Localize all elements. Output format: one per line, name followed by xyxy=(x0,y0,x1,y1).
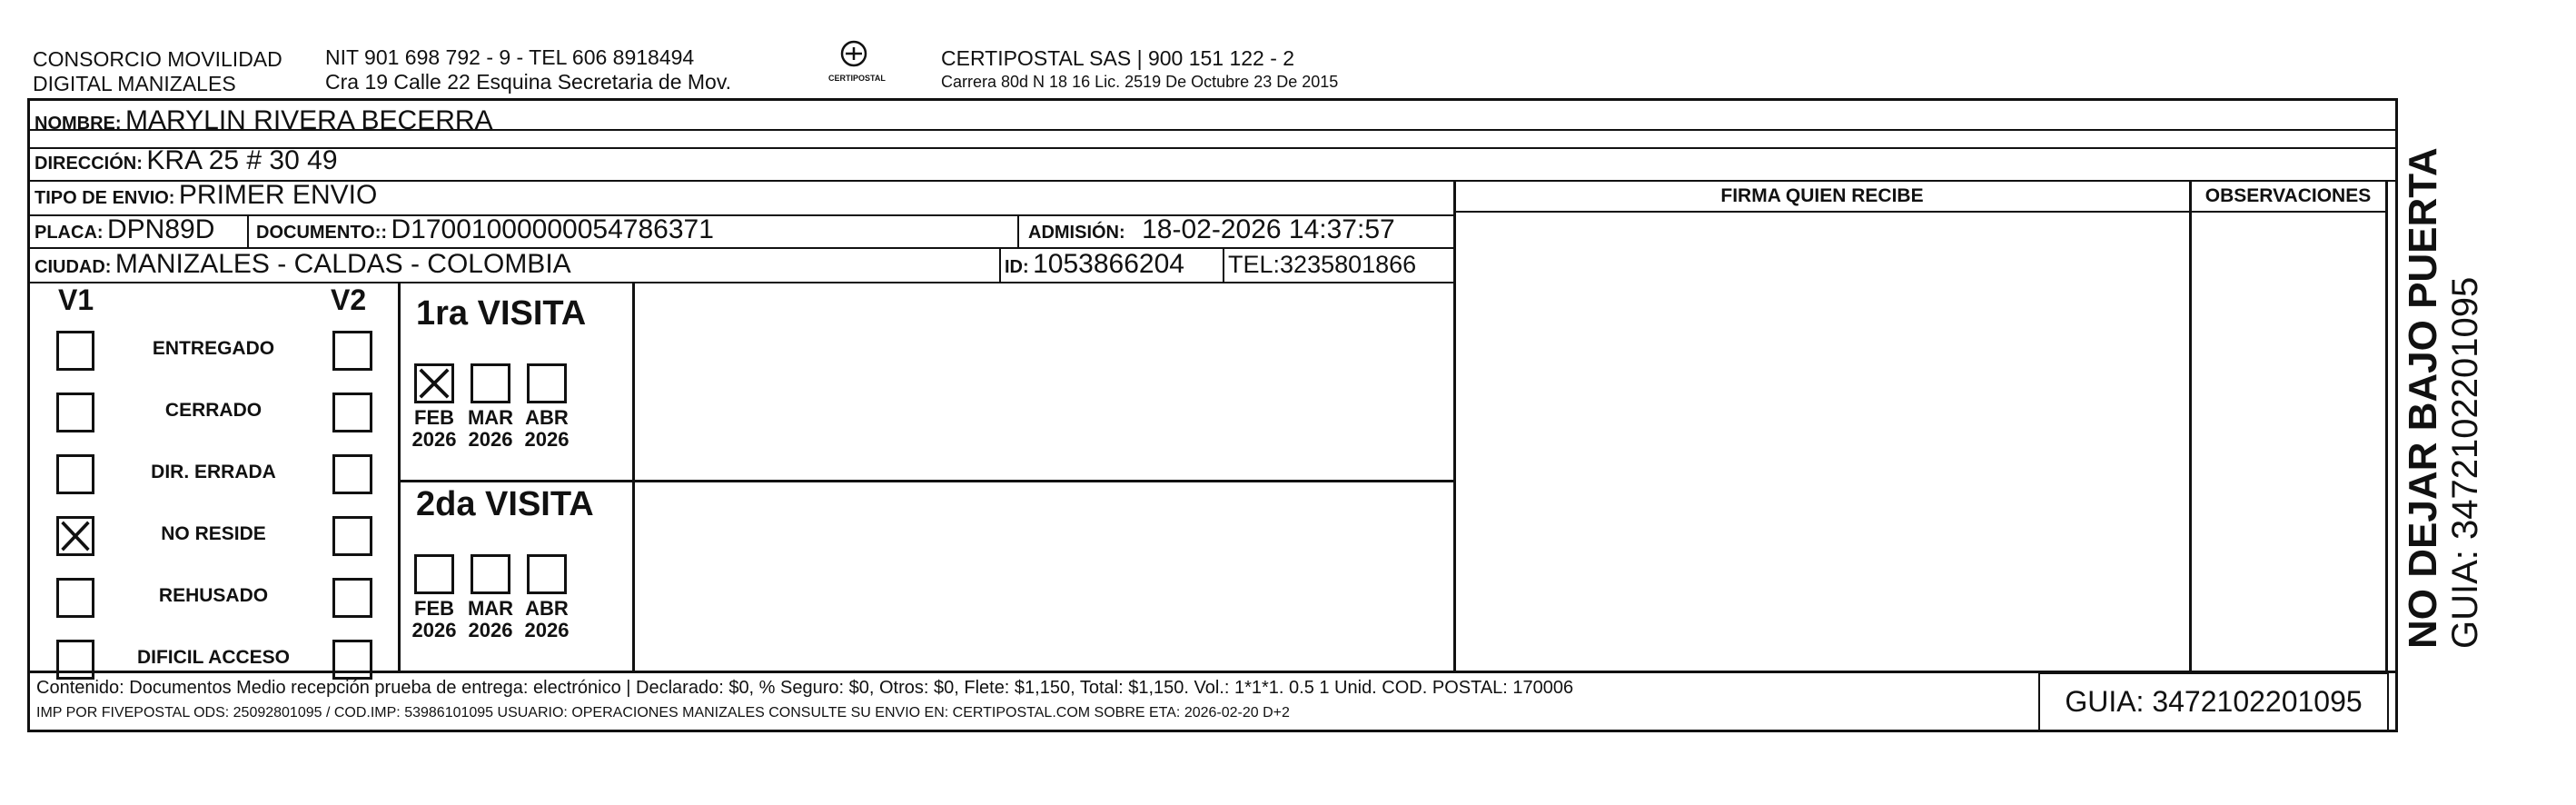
certi-line2: Carrera 80d N 18 16 Lic. 2519 De Octubre 23 De 2015 xyxy=(941,73,1339,91)
logo-text: CERTIPOSTAL xyxy=(828,74,886,83)
second-year-label: 2026 xyxy=(468,619,513,641)
second-month-label: ABR xyxy=(525,597,569,620)
nombre-row xyxy=(35,105,493,136)
second-year-label: 2026 xyxy=(411,619,457,641)
status-label: DIFICIL ACCESO xyxy=(136,647,290,668)
nit-block xyxy=(325,45,731,94)
first-year-label: 2026 xyxy=(468,428,513,451)
v2-label: V2 xyxy=(331,283,367,316)
observaciones-header: OBSERVACIONES xyxy=(2204,185,2372,206)
direccion-value: KRA 25 # 30 49 xyxy=(146,145,338,175)
second-month-checkbox[interactable] xyxy=(471,554,510,594)
placa-label: PLACA: xyxy=(35,223,104,243)
id-cell xyxy=(1005,249,1184,280)
company-line2: DIGITAL MANIZALES xyxy=(33,72,236,95)
status-label: DIR. ERRADA xyxy=(151,462,276,482)
tipo-label: TIPO DE ENVIO: xyxy=(35,188,175,208)
ciudad-cell xyxy=(35,249,571,280)
tipo-row xyxy=(35,180,377,211)
v1-checkbox[interactable] xyxy=(56,454,94,494)
ciudad-label: CIUDAD: xyxy=(35,257,112,277)
admision-label: ADMISIÓN: xyxy=(1028,223,1125,243)
first-year-label: 2026 xyxy=(411,428,457,451)
v2-checkbox[interactable] xyxy=(332,331,372,371)
footer-line2: IMP POR FIVEPOSTAL ODS: 25092801095 / COD.IMP: 53986101095 USUARIO: OPERACIONES MANIZALES CONSULTE SU ENVIO EN: CERTIPOSTAL.COM SOBRE ETA: 2026-02-20 D+2 xyxy=(36,705,1290,721)
second-month-checkbox[interactable] xyxy=(527,554,567,594)
first-month-label: MAR xyxy=(467,406,514,429)
status-label: REHUSADO xyxy=(158,585,269,606)
first-month-checkbox[interactable] xyxy=(471,363,510,403)
v1-checkbox[interactable] xyxy=(56,640,94,680)
v1-checkbox[interactable] xyxy=(56,578,94,618)
barcode xyxy=(1490,35,2398,93)
documento-label: DOCUMENTO:: xyxy=(256,223,388,243)
tipo-value: PRIMER ENVIO xyxy=(178,180,378,210)
certipostal-logo xyxy=(828,40,886,83)
tel-label: TEL: xyxy=(1228,251,1281,278)
documento-cell xyxy=(256,214,714,245)
direccion-label: DIRECCIÓN: xyxy=(35,154,143,174)
v2-checkbox[interactable] xyxy=(332,393,372,432)
nombre-label: NOMBRE: xyxy=(35,114,122,134)
nit-line1: NIT 901 698 792 - 9 - TEL 606 8918494 xyxy=(325,45,695,69)
first-month-label: ABR xyxy=(525,406,569,429)
documento-value: D17001000000054786371 xyxy=(391,214,714,244)
status-label: NO RESIDE xyxy=(161,523,266,544)
tel-cell xyxy=(1228,251,1416,279)
admision-cell xyxy=(1028,214,1395,245)
v2-checkbox[interactable] xyxy=(332,454,372,494)
side-guia: GUIA: 3472102201095 xyxy=(2445,276,2485,649)
barcode-image xyxy=(1490,35,2398,93)
first-month-label: FEB xyxy=(414,406,454,429)
company-line1: CONSORCIO MOVILIDAD xyxy=(33,47,282,71)
certipostal-logo-icon xyxy=(837,40,870,69)
v2-checkbox[interactable] xyxy=(332,578,372,618)
side-text xyxy=(2402,131,2485,649)
firma-header: FIRMA QUIEN RECIBE xyxy=(1720,185,1924,206)
v1-checkbox[interactable] xyxy=(56,393,94,432)
second-year-label: 2026 xyxy=(524,619,570,641)
id-label: ID: xyxy=(1005,257,1029,277)
v1-checkbox[interactable] xyxy=(56,331,94,371)
second-month-checkbox[interactable] xyxy=(414,554,454,594)
v1-checkbox[interactable] xyxy=(56,516,94,556)
status-label: ENTREGADO xyxy=(152,338,275,359)
footer-line1: Contenido: Documentos Medio recepción prueba de entrega: electrónico | Declarado: $0, % Seguro: $0, Otros: $0, Flete: $1,150, Total: $1,150. Vol.: 1*1*1. 0.5 1 Unid. COD. POSTAL: 170006 xyxy=(36,678,1574,698)
second-month-label: FEB xyxy=(414,597,454,620)
direccion-row xyxy=(35,145,338,176)
v2-checkbox[interactable] xyxy=(332,516,372,556)
first-year-label: 2026 xyxy=(524,428,570,451)
nombre-value: MARYLIN RIVERA BECERRA xyxy=(125,105,493,135)
id-value: 1053866204 xyxy=(1033,249,1184,279)
ciudad-value: MANIZALES - CALDAS - COLOMBIA xyxy=(114,249,571,279)
v2-checkbox[interactable] xyxy=(332,640,372,680)
guia-footer-box xyxy=(2038,672,2389,732)
first-month-checkbox[interactable] xyxy=(527,363,567,403)
second-month-label: MAR xyxy=(467,597,514,620)
first-month-checkbox[interactable] xyxy=(414,363,454,403)
second-visit-title: 2da VISITA xyxy=(416,485,594,523)
certipostal-info xyxy=(941,45,1338,93)
first-visit-title: 1ra VISITA xyxy=(416,294,587,333)
side-warning: NO DEJAR BAJO PUERTA xyxy=(2401,147,2445,649)
guia-footer-text: GUIA: 3472102201095 xyxy=(2065,685,2363,718)
placa-value: DPN89D xyxy=(107,214,215,244)
certi-line1: CERTIPOSTAL SAS | 900 151 122 - 2 xyxy=(941,46,1295,70)
status-label: CERRADO xyxy=(164,400,263,421)
nit-line2: Cra 19 Calle 22 Esquina Secretaria de Mov. xyxy=(325,70,732,94)
tel-value: 3235801866 xyxy=(1280,251,1417,278)
company-name xyxy=(33,47,282,96)
admision-value: 18-02-2026 14:37:57 xyxy=(1142,214,1395,244)
v1-label: V1 xyxy=(58,283,94,316)
placa-cell xyxy=(35,214,214,245)
